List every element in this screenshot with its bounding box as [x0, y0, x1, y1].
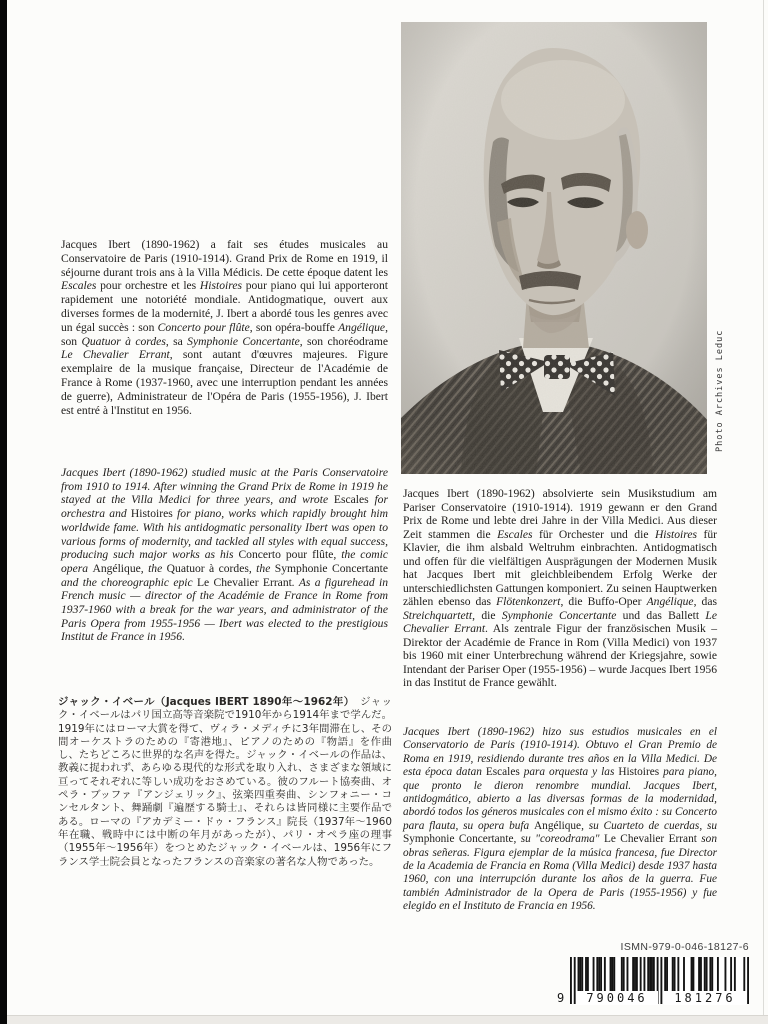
japanese-paragraph: ジャック・イベール（Jacques IBERT 1890年〜1962年） ジャック・イベールはパリ国立高等音楽院で1910年から1914年まで学んだ。1919年にはローマ大賞を得て、ヴィラ・メディチに3年間滞在し、その間オーケストラのための『寄港地』、ピアノのための『物語』を作曲し、たちどころに世界的な名声を得た。ジャック・イベールの作品は、教義に捉われず、あらゆる現代的な形式を取り入れ、さまざまな領域に亘ってそれぞれに等しい成功をおさめている。彼のフルート協奏曲、オペラ・ブッファ『アンジェリック』、弦楽四重奏曲、シンフォニー・コンセルタント、舞踊劇『遍歴する騎士』、それらは皆同様に主要作品である。ローマの『アカデミー・ドゥ・フランス』院長（1937年〜1960年在職、戦時中には中断の年月があったが）、パリ・オペラ座の理事（1955年〜1956年）をつとめたジャック・イベールは、1956年にフランス学士院会員となったフランスの音楽家の著名な人物であった。	[58, 696, 392, 868]
barcode	[557, 957, 749, 1005]
ismn-label: ISMN-979-0-046-18127-6	[620, 941, 749, 953]
page	[7, 0, 768, 1024]
portrait-illustration	[401, 22, 707, 474]
barcode-digit-first: 9	[557, 991, 565, 1005]
barcode-digit-group1: 790046	[576, 991, 658, 1005]
english-paragraph: Jacques Ibert (1890-1962) studied music at the Paris Conservatoire from 1910 to 1914. After winning the Grand Prix de Rome in 1919 he stayed at the Villa Medici for three years, and wrote Escales for orchestra and Histoires for piano, works which rapidly brought him worldwide fame. With his antidogmatic personality Ibert was open to various forms of modernity, and tackled all styles with equal success, producing such major works as his Concerto pour flûte, the comic opera Angélique, the Quatuor à cordes, the Symphonie Concertante and the choreographic epic Le Chevalier Errant. As a figurehead in French music — director of the Académie de France in Rome from 1937-1960 with a break for the war years, and administrator of the Paris Opera from 1955-1956 — Ibert was elected to the prestigious Institut de France in 1956.	[61, 466, 389, 644]
barcode-digits	[557, 991, 749, 1005]
photo-credit: Photo Archives Leduc	[715, 329, 725, 452]
french-paragraph: Jacques Ibert (1890-1962) a fait ses études musicales au Conservatoire de Paris (1910-1914). Grand Prix de Rome en 1919, il séjourne durant trois ans à la Villa Médicis. De cette époque datent les Escales pour orchestre et les Histoires pour piano qui lui apporteront rapidement une notoriété mondiale. Antidogmatique, ouvert aux diverses formes de la modernité, J. Ibert a abordé tous les genres avec un égal succès : son Concerto pour flûte, son opéra-bouffe Angélique, son Quatuor à cordes, sa Symphonie Concertante, son choréodrame Le Chevalier Errant, sont autant d'œuvres majeures. Figure exemplaire de la musique française, Directeur de l'Académie de France à Rome (1937-1960, avec une interruption pendant les années de guerre), Administrateur de l'Opéra de Paris (1955-1956), J. Ibert est entré à l'Institut en 1956.	[61, 238, 389, 417]
page-edge-right	[763, 0, 764, 1024]
page-edge-bottom	[7, 1015, 768, 1024]
spanish-paragraph: Jacques Ibert (1890-1962) hizo sus estudios musicales en el Conservatorio de Paris (1910-1914). Obtuvo el Gran Premio de Roma en 1919, residiendo durante tres años en la Villa Medici. De esta época datan Escales para orquesta y las Histoires para piano, que pronto le dieron renombre mundial. Jacques Ibert, antidogmático, abierto a las diversas formas de la modernidad, abordó todos los géneros musicales con el mismo éxito : su Concerto para flauta, su opera bufa Angélique, su Cuarteto de cuerdas, su Symphonie Concertante, su "coreodrama" Le Chevalier Errant son obras señeras. Figura ejemplar de la música francesa, fue Director de la Academia de Francia en Roma (Villa Medici) desde 1937 hasta 1960, con una interrupción durante los años de la guerra. Fue también Administrador de la Opera de Paris (1955-1956) y fue elegido en el Instituto de Francia en 1956.	[403, 726, 717, 913]
barcode-digit-group2: 181276	[664, 991, 746, 1005]
german-paragraph: Jacques Ibert (1890-1962) absolvierte sein Musikstudium am Pariser Conservatoire (1910-1914). 1919 gewann er den Grand Prix de Rome und lebte drei Jahre in der Villa Medici. Aus dieser Zeit stammen die Escales für Orchester und die Histoires für Klavier, die ihm alsbald Weltruhm einbrachten. Antidogmatisch und offen für die vielfältigen Ausprägungen der Modernen Musik hat Jacques Ibert mit gleichbleibendem Erfolg Werke der unterschiedlichsten Gattungen komponiert. Zu seinen Hauptwerken zählen ebenso das Flötenkonzert, die Buffo-Oper Angélique, das Streichquartett, die Symphonie Concertante und das Ballett Le Chevalier Errant. Als zentrale Figur der französischen Musik – Direktor der Académie de France in Rom (Villa Medici) von 1937 bis 1960 mit einer Unterbrechung während der Kriegsjahre, sowie Intendant der Pariser Oper (1955-1956) – wurde Jacques Ibert 1956 in das Institut de France gewählt.	[403, 487, 718, 689]
portrait-photo	[401, 22, 707, 474]
